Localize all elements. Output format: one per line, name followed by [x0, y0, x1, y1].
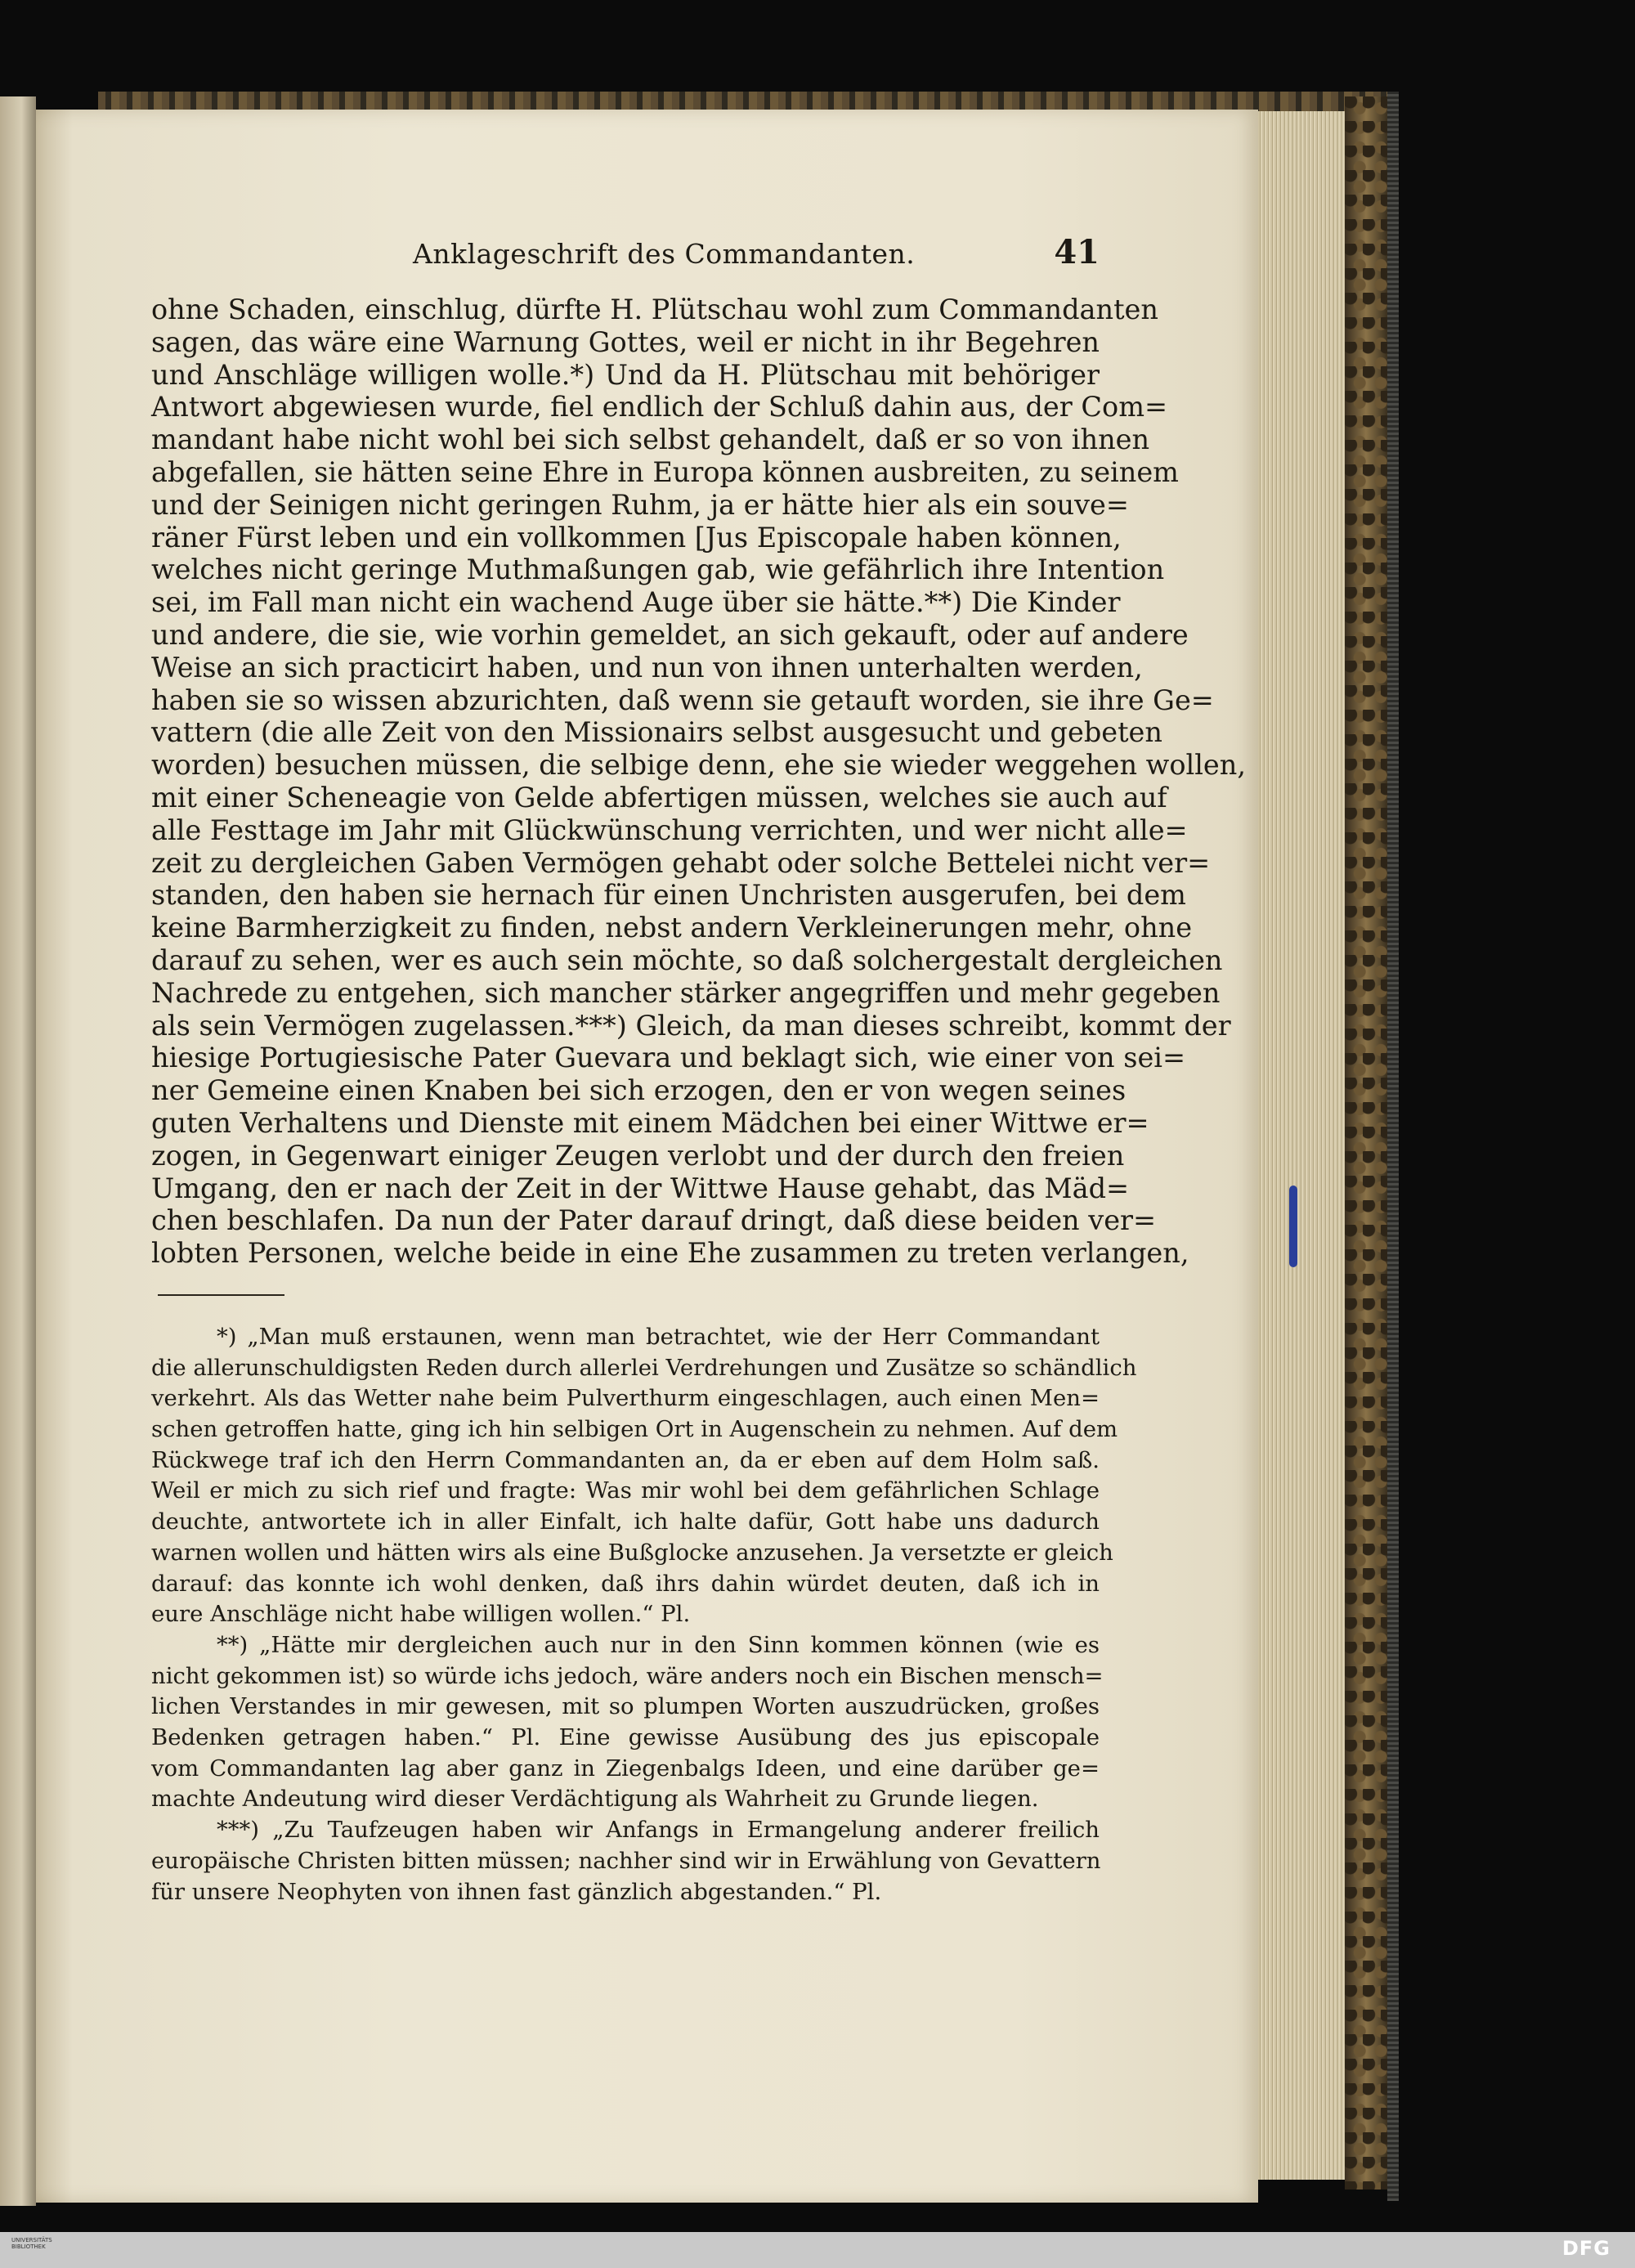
- text-line: welches nicht geringe Muthmaßungen gab, wie gefährlich ihre Intention: [151, 554, 1165, 586]
- footnotes-block: [151, 1322, 1137, 1907]
- footnote-line: deuchte, antwortete ich in aller Einfalt, ich halte dafür, Gott habe uns dadurch: [151, 1508, 1100, 1535]
- text-line: sei, im Fall man nicht ein wachend Auge über sie hätte.**) Die Kinder: [151, 586, 1121, 619]
- page-number: 41: [1054, 233, 1100, 271]
- text-line: haben sie so wissen abzurichten, daß wenn sie getauft worden, sie ihre Ge=: [151, 684, 1214, 716]
- text-line: Weise an sich practicirt haben, und nun von ihnen unterhalten werden,: [151, 651, 1143, 684]
- footnote-line: vom Commandanten lag aber ganz in Ziegenbalgs Ideen, und eine darüber ge=: [151, 1755, 1100, 1782]
- text-line: chen beschlafen. Da nun der Pater darauf dringt, daß diese beiden ver=: [151, 1204, 1157, 1237]
- footnote-line: für unsere Neophyten von ihnen fast gänzlich abgestanden.“ Pl.: [151, 1878, 882, 1905]
- text-line: standen, den haben sie hernach für einen Unchristen ausgerufen, bei dem: [151, 879, 1186, 912]
- running-head-title: Anklageschrift des Commandanten.: [413, 238, 916, 270]
- digitization-footer: [0, 2232, 1635, 2268]
- text-line: und der Seinigen nicht geringen Ruhm, ja er hätte hier als ein souve=: [151, 488, 1129, 521]
- cloth-spine: [1387, 92, 1399, 2201]
- text-line: als sein Vermögen zugelassen.***) Gleich, da man dieses schreibt, kommt der: [151, 1009, 1231, 1042]
- running-head: [151, 233, 1100, 282]
- footnote-line: *) „Man muß erstaunen, wenn man betrachtet, wie der Herr Commandant: [217, 1323, 1100, 1350]
- page-block-edges: [1258, 111, 1348, 2180]
- footnote-line: lichen Verstandes in mir gewesen, mit so plumpen Worten auszudrücken, großes: [151, 1693, 1100, 1720]
- text-line: und Anschläge willigen wolle.*) Und da H. Plütschau mit behöriger: [151, 358, 1100, 391]
- footnote-line: Bedenken getragen haben.“ Pl. Eine gewisse Ausübung des jus episcopale: [151, 1724, 1100, 1751]
- text-line: mit einer Scheneagie von Gelde abfertigen müssen, welches sie auch auf: [151, 781, 1167, 814]
- footnote-line: darauf: das konnte ich wohl denken, daß ihrs dahin würdet deuten, daß ich in: [151, 1570, 1100, 1597]
- text-line: guten Verhaltens und Dienste mit einem Mädchen bei einer Wittwe er=: [151, 1106, 1149, 1139]
- main-text-block: [151, 294, 1246, 1270]
- footnote-line: verkehrt. Als das Wetter nahe beim Pulverthurm eingeschlagen, auch einen Men=: [151, 1385, 1100, 1412]
- text-line: ohne Schaden, einschlug, dürfte H. Plütschau wohl zum Commandanten: [151, 294, 1158, 325]
- footnote-line: eure Anschläge nicht habe willigen wollen.“ Pl.: [151, 1601, 691, 1628]
- text-line: und andere, die sie, wie vorhin gemeldet, an sich gekauft, oder auf andere: [151, 618, 1189, 651]
- text-line: zeit zu dergleichen Gaben Vermögen gehabt oder solche Bettelei nicht ver=: [151, 846, 1211, 879]
- facing-page-edge: [0, 96, 36, 2206]
- text-line: ner Gemeine einen Knaben bei sich erzogen, den er von wegen seines: [151, 1074, 1127, 1107]
- text-line: Umgang, den er nach der Zeit in der Wittwe Hause gehabt, das Mäd=: [151, 1172, 1130, 1204]
- bookmark-ribbon: [1289, 1186, 1297, 1267]
- text-line: worden) besuchen müssen, die selbige denn, ehe sie wieder weggehen wollen,: [151, 749, 1246, 782]
- text-line: keine Barmherzigkeit zu finden, nebst andern Verkleinerungen mehr, ohne: [151, 912, 1193, 944]
- text-line: Antwort abgewiesen wurde, fiel endlich der Schluß dahin aus, der Com=: [151, 391, 1168, 424]
- footnote-line: schen getroffen hatte, ging ich hin selbigen Ort in Augenschein zu nehmen. Auf dem: [151, 1416, 1118, 1443]
- marbled-cover: [1345, 96, 1387, 2190]
- text-line: abgefallen, sie hätten seine Ehre in Europa können ausbreiten, zu seinem: [151, 455, 1179, 488]
- text-line: mandant habe nicht wohl bei sich selbst gehandelt, daß er so von ihnen: [151, 424, 1150, 456]
- text-line: alle Festtage im Jahr mit Glückwünschung verrichten, und wer nicht alle=: [151, 814, 1188, 846]
- text-line: räner Fürst leben und ein vollkommen [Jus Episcopale haben können,: [151, 521, 1122, 554]
- footnote-line: nicht gekommen ist) so würde ichs jedoch, wäre anders noch ein Bischen mensch=: [151, 1662, 1104, 1689]
- footnote-line: europäische Christen bitten müssen; nachher sind wir in Erwählung von Gevattern: [151, 1847, 1101, 1874]
- page-content: [151, 233, 1246, 1907]
- footnote-line: Rückwege traf ich den Herrn Commandanten an, da er eben auf dem Holm saß.: [151, 1446, 1100, 1473]
- footnote-line: ***) „Zu Taufzeugen haben wir Anfangs in Ermangelung anderer freilich: [217, 1817, 1100, 1844]
- library-logo: UNIVERSITÄTS BIBLIOTHEK: [11, 2237, 52, 2250]
- text-line: Nachrede zu entgehen, sich mancher stärker angegriffen und mehr gegeben: [151, 976, 1221, 1009]
- footnote-line: machte Andeutung wird dieser Verdächtigung als Wahrheit zu Grunde liegen.: [151, 1786, 1039, 1813]
- text-line: darauf zu sehen, wer es auch sein möchte, so daß solchergestalt dergleichen: [151, 944, 1223, 976]
- footnote-line: warnen wollen und hätten wirs als eine Bußglocke anzusehen. Ja versetzte er gleich: [151, 1539, 1113, 1566]
- footnote-line: Weil er mich zu sich rief und fragte: Was mir wohl bei dem gefährlichen Schlage: [151, 1477, 1100, 1504]
- funder-logo: DFG: [1561, 2237, 1610, 2260]
- footnote-line: **) „Hätte mir dergleichen auch nur in den Sinn kommen können (wie es: [217, 1631, 1100, 1658]
- text-line: vattern (die alle Zeit von den Missionairs selbst ausgesucht und gebeten: [151, 716, 1162, 749]
- text-line: zogen, in Gegenwart einiger Zeugen verlobt und der durch den freien: [151, 1139, 1125, 1172]
- text-line: hiesige Portugiesische Pater Guevara und beklagt sich, wie einer von sei=: [151, 1042, 1186, 1074]
- footnote-rule: [158, 1294, 284, 1296]
- footnote-line: die allerunschuldigsten Reden durch allerlei Verdrehungen und Zusätze so schändlich: [151, 1354, 1137, 1381]
- text-line: sagen, das wäre eine Warnung Gottes, weil er nicht in ihr Begehren: [151, 325, 1100, 358]
- text-line: lobten Personen, welche beide in eine Ehe zusammen zu treten verlangen,: [151, 1237, 1189, 1270]
